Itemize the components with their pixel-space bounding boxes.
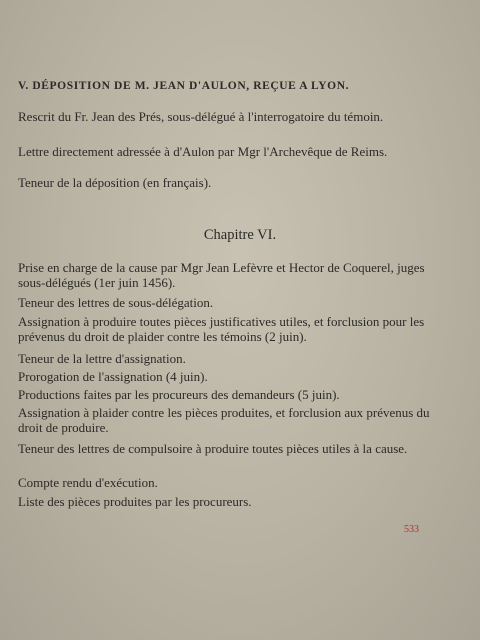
section-item: Rescrit du Fr. Jean des Prés, sous-délégué à l'interrogatoire du témoin. — [18, 109, 384, 124]
chapter-item: Productions faites par les procureurs des demandeurs (5 juin). — [18, 387, 340, 402]
chapter-item: Teneur de la lettre d'assignation. — [18, 351, 186, 366]
chapter-item: Assignation à plaider contre les pièces produites, et forclusion aux prévenus du droit de produire. — [18, 405, 430, 435]
chapter-item: Compte rendu d'exécution. — [18, 475, 158, 490]
chapter-item: Prise en charge de la cause par Mgr Jean Lefèvre et Hector de Coquerel, juges sous-délégués (1er juin 1456). — [18, 260, 425, 290]
section-item: Teneur de la déposition (en français). — [18, 175, 212, 190]
page-number: 533 — [404, 524, 419, 535]
chapter-item: Prorogation de l'assignation (4 juin). — [18, 369, 208, 384]
section-heading: V. DÉPOSITION DE M. JEAN D'AULON, REÇUE A LYON. — [18, 80, 350, 92]
chapter-title: Chapitre VI. — [203, 227, 277, 243]
chapter-item: Liste des pièces produites par les procureurs. — [18, 494, 252, 509]
chapter-item: Teneur des lettres de compulsoire à produire toutes pièces utiles à la cause. — [18, 441, 408, 456]
section-item: Lettre directement adressée à d'Aulon par Mgr l'Archevêque de Reims. — [18, 144, 388, 159]
chapter-item: Teneur des lettres de sous-délégation. — [18, 295, 214, 310]
chapter-item: Assignation à produire toutes pièces justificatives utiles, et forclusion pour les prévenus du droit de plaider contre les témoins (2 juin). — [18, 314, 425, 344]
